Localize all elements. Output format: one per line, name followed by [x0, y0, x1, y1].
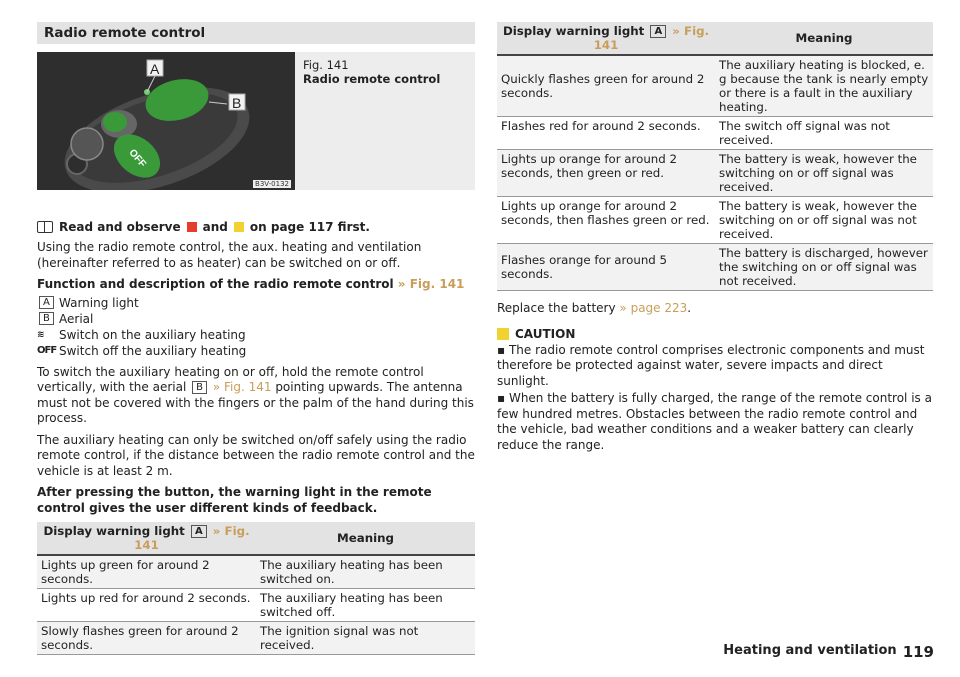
figure-141 — [37, 52, 475, 212]
col-display-header: Display warning light A » Fig. 141 — [37, 522, 256, 555]
table-row: Lights up orange for around 2 seconds, then flashes green or red. The battery is weak, however the switching on or off signal was not received. — [497, 197, 933, 244]
caution-heading: CAUTION — [497, 327, 933, 341]
feedback-table-1 — [37, 522, 475, 655]
figure-label-a: A — [150, 61, 160, 77]
read-note: Read and observe and on page 117 first. — [37, 220, 475, 234]
aerial-paragraph: To switch the auxiliary heating on or off, hold the remote control vertically, with the aerial B » Fig. 141 pointing upwards. The antenna must not be covered with the fingers or the palm of the hand during this process. — [37, 364, 474, 425]
read-note-page-link[interactable]: on page 117 first. — [249, 220, 370, 234]
legend-list — [37, 295, 475, 359]
table-row: Flashes orange for around 5 seconds. The battery is discharged, however the switching on or off signal was not received. — [497, 244, 933, 291]
figure-caption — [295, 52, 475, 190]
legend-item-b: B Aerial — [37, 311, 475, 327]
warning-red-icon — [187, 222, 197, 232]
fig-141-link-2[interactable]: » Fig. 141 — [212, 380, 272, 394]
table-row: Lights up green for around 2 seconds. The auxiliary heating has been switched on. — [37, 555, 475, 589]
function-heading: Function and description of the radio remote control » Fig. 141 — [37, 277, 465, 291]
remote-control-illustration — [37, 52, 295, 190]
feedback-table-2 — [497, 22, 933, 291]
col-display-header: Display warning light A » Fig. 141 — [497, 22, 715, 55]
table-row: Lights up orange for around 2 seconds, then green or red. The battery is weak, however the switching on or off signal was received. — [497, 150, 933, 197]
distance-paragraph: The auxiliary heating can only be switched on/off safely using the radio remote control, if the distance between the radio remote control and the vehicle is at least 2 m. — [37, 432, 475, 478]
table-row: Slowly flashes green for around 2 seconds. The ignition signal was not received. — [37, 622, 475, 655]
col-meaning-header: Meaning — [715, 22, 933, 55]
table-row: Lights up red for around 2 seconds. The auxiliary heating has been switched off. — [37, 589, 475, 622]
intro-paragraph: Using the radio remote control, the aux. heating and ventilation (hereinafter referred to as heater) can be switched on or off. — [37, 240, 422, 270]
feedback-paragraph: After pressing the button, the warning light in the remote control gives the user different kinds of feedback. — [37, 485, 432, 515]
figure-label-b: B — [232, 95, 242, 111]
caption-number: Fig. 141 — [303, 58, 349, 72]
heating-off-icon: OFF — [37, 344, 57, 356]
caution-bullet: ▪ The radio remote control comprises electronic components and must therefore be protected against water, severe impacts and direct sunlight. — [497, 342, 925, 388]
left-column — [37, 22, 475, 655]
book-icon — [37, 221, 53, 233]
caution-bullet: ▪ When the battery is fully charged, the range of the remote control is a few hundred metres. Obstacles between the radio remote control and the vehicle, bad weather conditions and a weaker battery can clearly reduce the range. — [497, 391, 932, 452]
page-223-link[interactable]: » page 223 — [619, 301, 688, 315]
off-button-label: OFF — [126, 147, 148, 170]
col-meaning-header: Meaning — [256, 522, 475, 555]
caution-icon — [497, 328, 509, 340]
caption-title: Radio remote control — [303, 72, 441, 86]
remote-control-svg — [37, 52, 295, 190]
page-number: 119 — [902, 643, 934, 661]
heating-on-icon: ≋ — [37, 329, 44, 340]
table-row: Flashes red for around 2 seconds. The switch off signal was not received. — [497, 117, 933, 150]
chapter-name: Heating and ventilation — [723, 643, 897, 658]
legend-item-a: A Warning light — [37, 295, 475, 311]
replace-battery-paragraph: Replace the battery » page 223. — [497, 301, 692, 315]
section-title: Radio remote control — [37, 22, 475, 44]
right-column — [497, 22, 933, 453]
warning-yellow-icon — [234, 222, 244, 232]
page-footer — [723, 643, 934, 661]
fig-141-link[interactable]: » Fig. 141 — [397, 277, 465, 291]
figure-id: B3V-0132 — [255, 180, 289, 188]
legend-item-on: ≋ Switch on the auxiliary heating — [37, 327, 246, 342]
table-row: Quickly flashes green for around 2 seconds. The auxiliary heating is blocked, e. g because the tank is nearly empty or there is a fault in the auxiliary heating. — [497, 55, 933, 117]
legend-item-off: OFF Switch off the auxiliary heating — [37, 343, 247, 358]
